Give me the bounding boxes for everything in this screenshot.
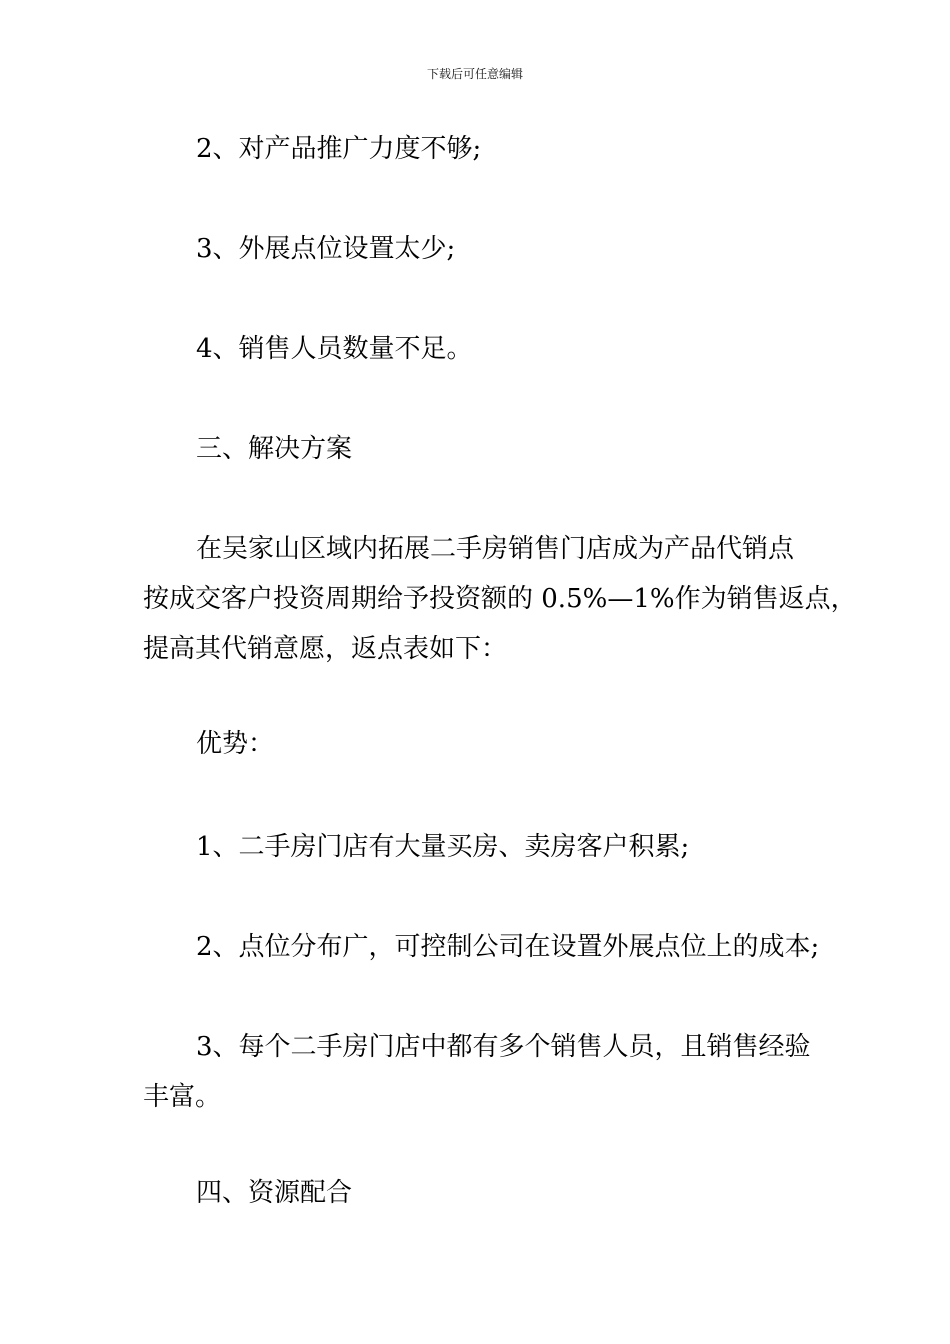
section-heading-solution: 三、解决方案 [196,434,353,464]
advantage-item-1: 1、二手房门店有大量买房、卖房客户积累; [196,832,690,862]
advantage-item-3-line-1: 3、每个二手房门店中都有多个销售人员，且销售经验 [196,1032,811,1062]
problem-item-4: 4、销售人员数量不足。 [196,334,473,364]
advantage-item-2: 2、点位分布广，可控制公司在设置外展点位上的成本; [196,932,820,962]
section-heading-resources: 四、资源配合 [196,1178,353,1208]
solution-paragraph-line-2: 按成交客户投资周期给予投资额的 0.5%—1%作为销售返点， [143,584,857,614]
advantages-label: 优势： [196,729,275,759]
page-header: 下载后可任意编辑 [426,67,523,81]
solution-paragraph-line-1: 在吴家山区域内拓展二手房销售门店成为产品代销点 [196,534,795,564]
problem-item-2: 2、对产品推广力度不够; [196,134,482,164]
solution-paragraph-line-3: 提高其代销意愿，返点表如下： [143,634,508,664]
problem-item-3: 3、外展点位设置太少; [196,234,456,264]
advantage-item-3-line-2: 丰富。 [143,1082,222,1112]
